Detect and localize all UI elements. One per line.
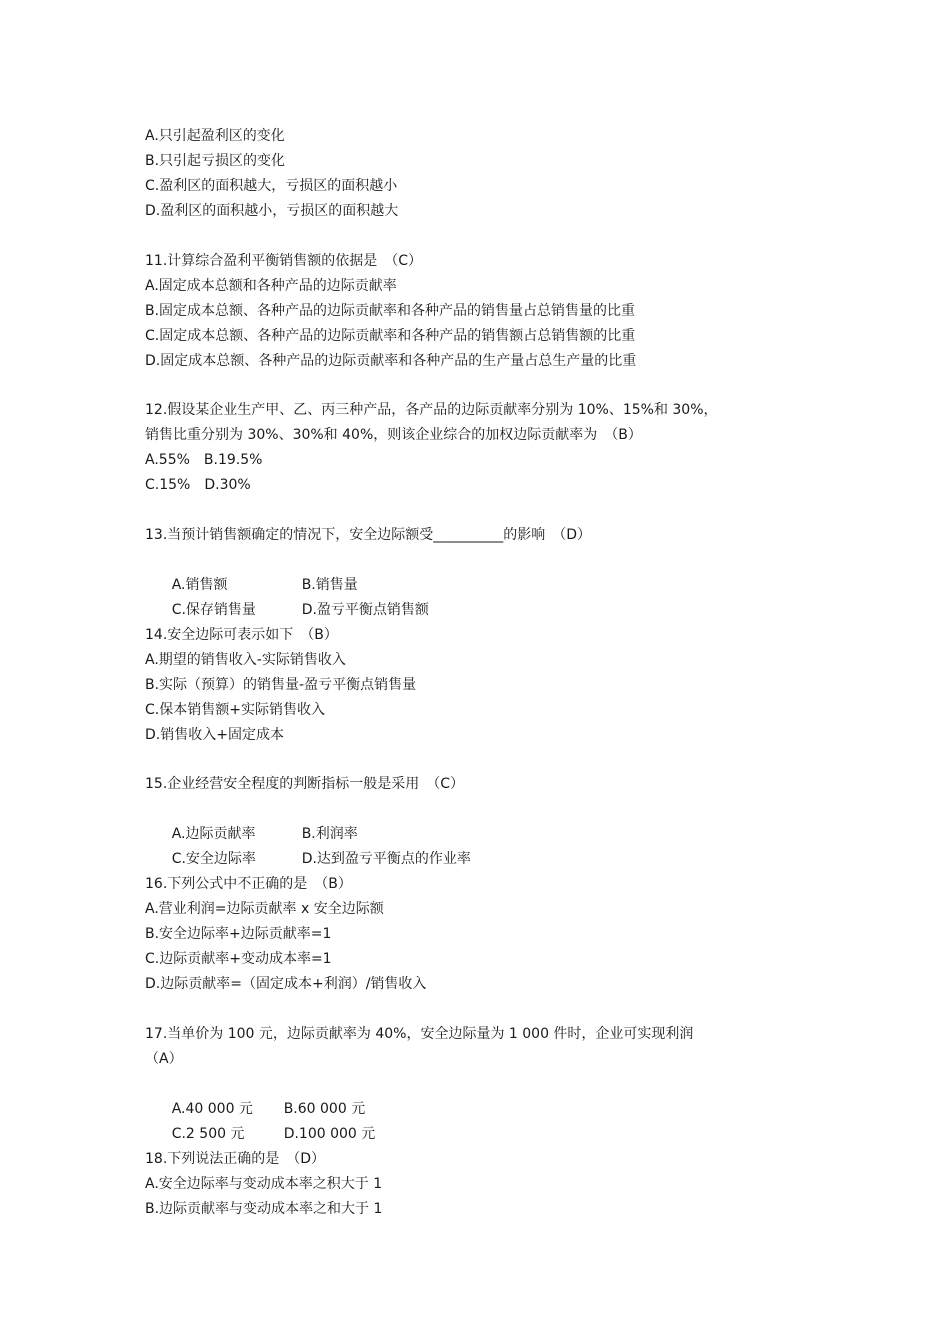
question-text: 14.安全边际可表示如下 （B） [145,626,338,643]
question-17 [145,1022,825,1142]
question-14 [145,623,825,748]
option-a: A.只引起盈利区的变化 [145,128,285,144]
option-c: C.盈利区的面积越大，亏损区的面积越小 [145,178,398,194]
option-c: C.保存销售量 [171,602,256,619]
question-text-line-2: 销售比重分别为 30%、30%和 40%，则该企业综合的加权边际贡献率为 （B） [145,427,642,444]
options-line-2: C.15% D.30% [145,477,251,494]
option-a: A.边际贡献率 [171,826,256,843]
question-text-line-1: 12.假设某企业生产甲、乙、丙三种产品，各产品的边际贡献率分别为 10%、15%和 30%， [145,402,718,419]
option-b: B.利润率 [301,826,358,843]
option-c: C.2 500 元 [171,1125,245,1142]
option-d: D.达到盈亏平衡点的作业率 [301,851,471,868]
question-text: 16.下列公式中不正确的是 （B） [145,876,352,893]
option-b: B.边际贡献率与变动成本率之和大于 1 [145,1200,383,1217]
option-d: D.边际贡献率=（固定成本+利润）/销售收入 [145,976,427,993]
option-c: C.保本销售额+实际销售收入 [145,701,325,718]
document-page [145,124,825,1222]
option-d: D.100 000 元 [283,1125,376,1142]
option-c: C.安全边际率 [171,851,256,868]
option-b: B.只引起亏损区的变化 [145,153,286,169]
option-a: A.40 000 元 [171,1100,253,1117]
option-a: A.固定成本总额和各种产品的边际贡献率 [145,277,397,294]
option-a: A.安全边际率与变动成本率之积大于 1 [145,1175,383,1192]
question-text-line-2: （A） [145,1050,183,1067]
option-c: C.边际贡献率+变动成本率=1 [145,951,332,968]
question-11 [145,249,825,374]
option-c: C.固定成本总额、各种产品的边际贡献率和各种产品的销售额占总销售额的比重 [145,327,636,344]
option-d: D.盈亏平衡点销售额 [301,602,429,619]
question-text: 11.计算综合盈利平衡销售额的依据是 （C） [145,252,423,269]
options-line-1: A.55% B.19.5% [145,452,263,469]
question-text: 15.企业经营安全程度的判断指标一般是采用 （C） [145,776,465,793]
question-13 [145,523,825,619]
option-b: B.固定成本总额、各种产品的边际贡献率和各种产品的销售量占总销售量的比重 [145,302,636,319]
option-d: D.盈利区的面积越小，亏损区的面积越大 [145,203,399,219]
option-b: B.实际（预算）的销售量-盈亏平衡点销售量 [145,676,417,693]
option-d: D.销售收入+固定成本 [145,726,284,743]
option-a: A.销售额 [171,577,228,594]
question-text: 18.下列说法正确的是 （D） [145,1150,326,1167]
question-15 [145,772,825,868]
option-a: A.营业利润=边际贡献率 x 安全边际额 [145,901,384,918]
option-b: B.60 000 元 [283,1100,366,1117]
option-b: B.安全边际率+边际贡献率=1 [145,926,332,943]
option-d: D.固定成本总额、各种产品的边际贡献率和各种产品的生产量占总生产量的比重 [145,352,637,369]
question-16 [145,872,825,997]
question-text-line-1: 17.当单价为 100 元，边际贡献率为 40%，安全边际量为 1 000 件时，企业可实现利润 [145,1025,694,1042]
question-text: 13.当预计销售额确定的情况下，安全边际额受__________的影响 （D） [145,527,592,544]
option-b: B.销售量 [301,577,358,594]
question-18 [145,1147,825,1222]
option-a: A.期望的销售收入-实际销售收入 [145,651,346,668]
question-10-options [145,124,825,224]
question-12 [145,398,825,498]
